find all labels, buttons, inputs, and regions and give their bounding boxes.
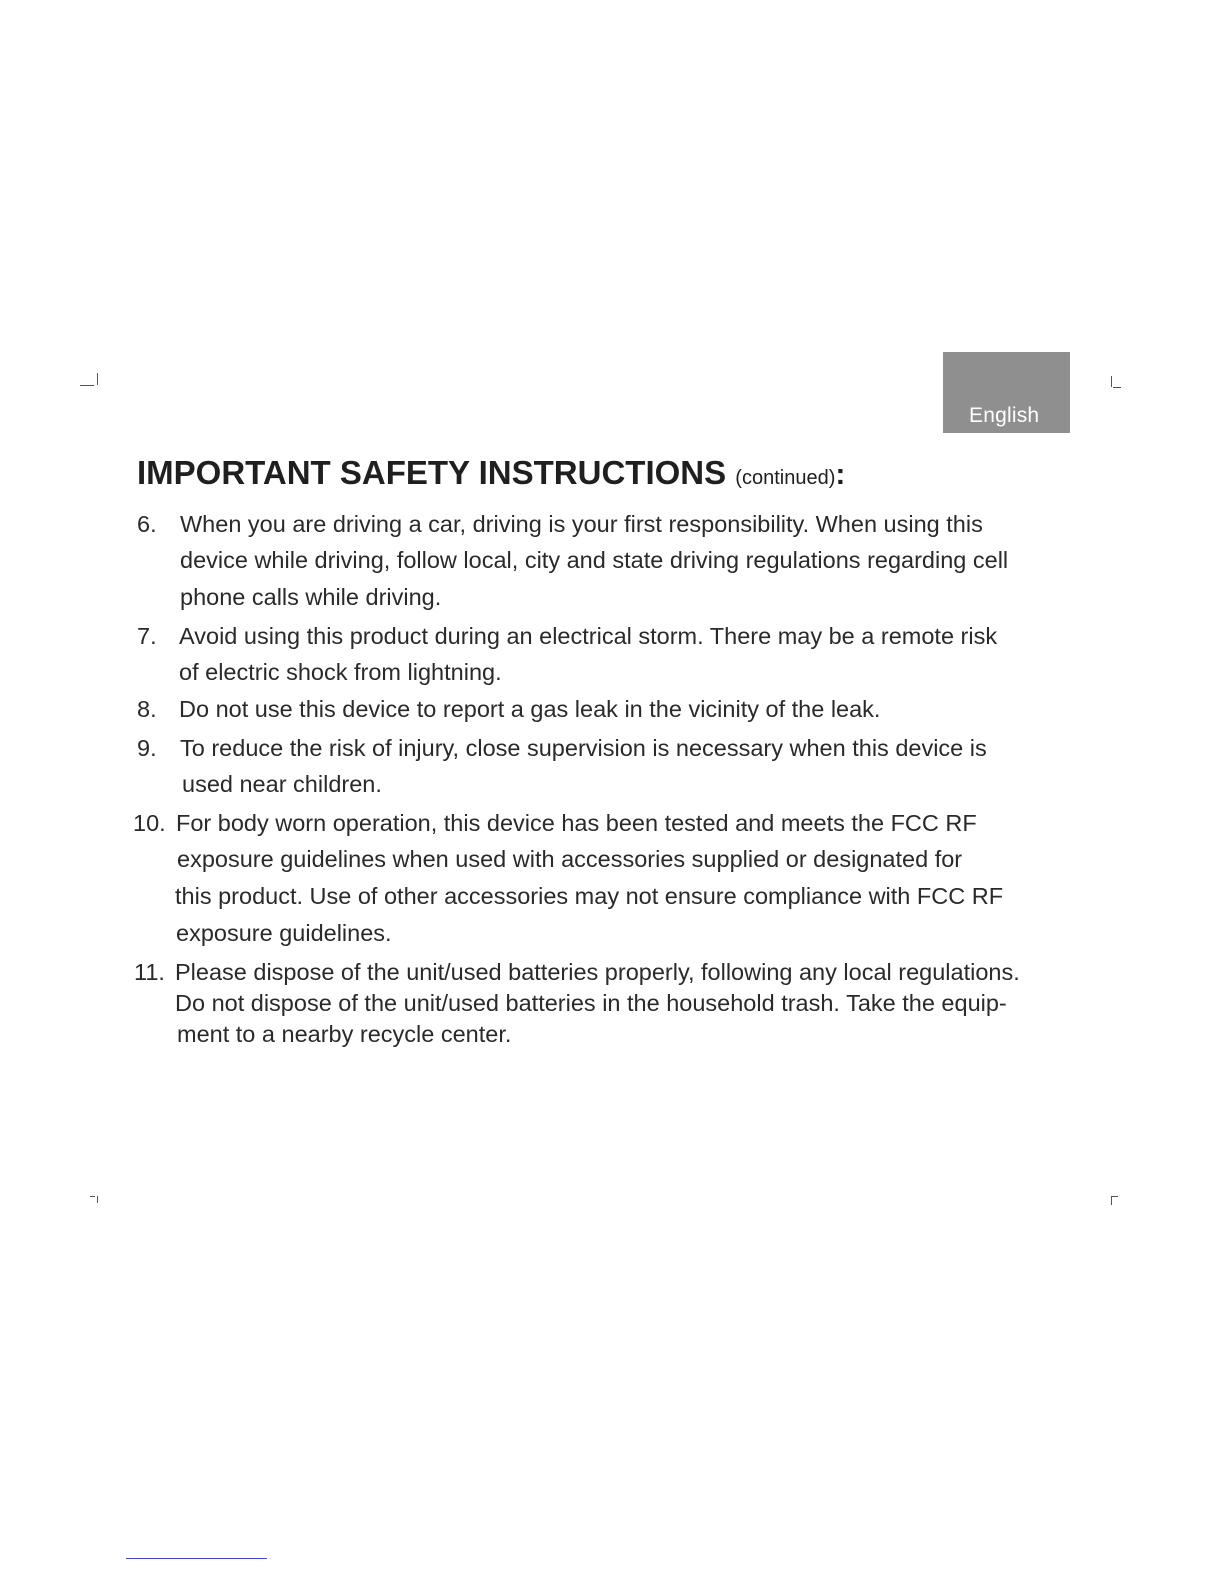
list-item-line: ment to a nearby recycle center. <box>177 1021 512 1047</box>
list-item-number: 6. <box>137 511 157 537</box>
list-item-number: 10. <box>133 810 166 836</box>
list-item-line: exposure guidelines. <box>176 920 392 946</box>
page-title-colon: : <box>835 458 846 491</box>
footnote-rule <box>126 1558 267 1559</box>
list-item-line: this product. Use of other accessories may not ensure compliance with FCC RF <box>175 883 1004 909</box>
list-item-line: Do not use this device to report a gas leak in the vicinity of the leak. <box>179 696 881 722</box>
list-item-line: For body worn operation, this device has been tested and meets the FCC RF <box>176 810 977 836</box>
list-item-line: of electric shock from lightning. <box>179 659 502 685</box>
language-tab-label: English <box>969 404 1040 427</box>
list-item-number: 7. <box>137 623 157 649</box>
list-item-line: When you are driving a car, driving is your first responsibility. When using this <box>180 511 983 537</box>
list-item-line: phone calls while driving. <box>180 584 442 610</box>
page-title-text: IMPORTANT SAFETY INSTRUCTIONS <box>137 454 727 491</box>
list-item-number: 11. <box>134 959 165 985</box>
list-item-line: To reduce the risk of injury, close supervision is necessary when this device is <box>180 735 987 761</box>
list-item-number: 8. <box>137 696 157 722</box>
list-item-line: Please dispose of the unit/used batteries properly, following any local regulations. <box>175 959 1020 985</box>
list-item-line: Do not dispose of the unit/used batteries in the household trash. Take the equip- <box>175 990 1007 1016</box>
page-title-continued: (continued) <box>735 467 836 489</box>
list-item-number: 9. <box>137 735 157 761</box>
list-item-line: device while driving, follow local, city and state driving regulations regarding cell <box>180 547 1009 573</box>
list-item-line: exposure guidelines when used with accessories supplied or designated for <box>177 846 963 872</box>
list-item-line: Avoid using this product during an electrical storm. There may be a remote risk <box>179 623 998 649</box>
list-item-line: used near children. <box>182 771 382 797</box>
